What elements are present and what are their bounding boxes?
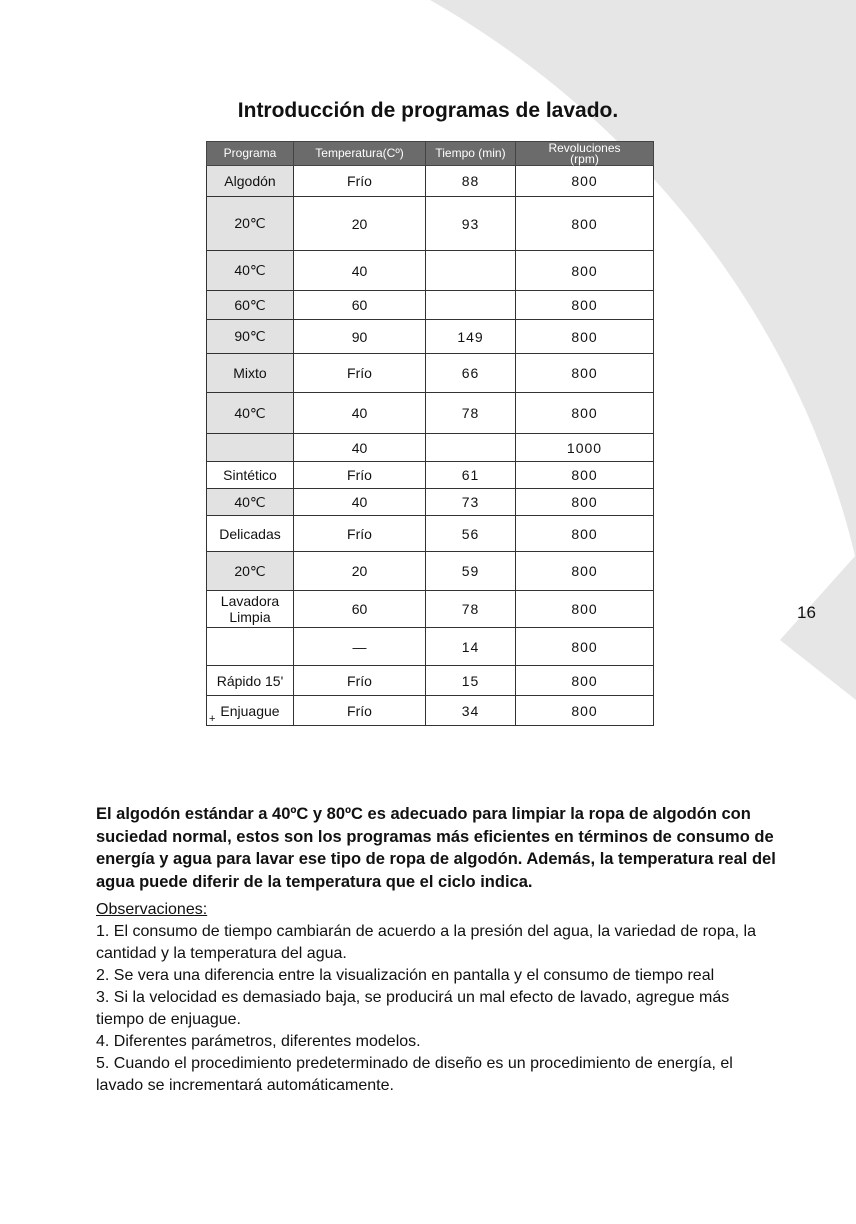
time-cell: 93 [426, 197, 516, 251]
header-program: Programa [207, 142, 294, 166]
temperature-cell: 60 [294, 291, 426, 320]
time-cell: 34 [426, 696, 516, 726]
program-label: Enjuague [220, 702, 280, 719]
revolutions-cell: 800 [516, 552, 654, 591]
table-header-row [207, 142, 654, 166]
program-cell: Delicadas [207, 516, 294, 552]
revolutions-cell: 800 [516, 628, 654, 666]
program-cell [207, 696, 294, 726]
header-rev-line1: Revoluciones [548, 140, 621, 155]
program-cell: 60℃ [207, 291, 294, 320]
header-rev-line2: (rpm) [570, 151, 599, 166]
temperature-cell: 40 [294, 251, 426, 291]
table-row [207, 696, 654, 726]
revolutions-cell: 800 [516, 197, 654, 251]
program-cell: 40℃ [207, 489, 294, 516]
table-row [207, 320, 654, 354]
revolutions-cell: 800 [516, 393, 654, 434]
revolutions-cell: 800 [516, 489, 654, 516]
table-row [207, 591, 654, 628]
time-cell [426, 434, 516, 462]
revolutions-cell: 800 [516, 462, 654, 489]
time-cell [426, 251, 516, 291]
table-row [207, 516, 654, 552]
revolutions-cell: 800 [516, 516, 654, 552]
time-cell: 61 [426, 462, 516, 489]
temperature-cell: 20 [294, 552, 426, 591]
page-title: Introducción de programas de lavado. [237, 99, 619, 122]
table-row [207, 197, 654, 251]
program-cell: Rápido 15' [207, 666, 294, 696]
time-cell: 66 [426, 354, 516, 393]
program-cell: 40℃ [207, 393, 294, 434]
program-cell: 20℃ [207, 197, 294, 251]
revolutions-cell: 800 [516, 696, 654, 726]
header-revolutions [516, 142, 654, 166]
revolutions-cell: 800 [516, 166, 654, 197]
table-row [207, 251, 654, 291]
note-item: 4. Diferentes parámetros, diferentes modelos. [96, 1033, 421, 1050]
note-item: 1. El consumo de tiempo cambiarán de acuerdo a la presión del agua, la variedad de ropa, la cantidad y la temperatura del agua. [96, 923, 756, 962]
program-cell: Algodón [207, 166, 294, 197]
temperature-cell: 20 [294, 197, 426, 251]
time-cell: 88 [426, 166, 516, 197]
header-time: Tiempo (min) [426, 142, 516, 166]
program-cell: Mixto [207, 354, 294, 393]
table-row [207, 489, 654, 516]
temperature-cell: Frío [294, 166, 426, 197]
program-cell: Sintético [207, 462, 294, 489]
revolutions-cell: 800 [516, 666, 654, 696]
table-row [207, 462, 654, 489]
revolutions-cell: 1000 [516, 434, 654, 462]
temperature-cell: Frío [294, 462, 426, 489]
table-row [207, 434, 654, 462]
plus-sign: + [209, 713, 216, 725]
notes-heading: Observaciones: [96, 901, 208, 918]
time-cell [426, 291, 516, 320]
table-row [207, 666, 654, 696]
temperature-cell: Frío [294, 666, 426, 696]
program-cell [207, 591, 294, 628]
page-number: 16 [797, 603, 816, 622]
table-row [207, 354, 654, 393]
summary-paragraph: El algodón estándar a 40ºC y 80ºC es adecuado para limpiar la ropa de algodón con suciedad normal, estos son los programas más eficientes en términos de consumo de energía y agua para lavar ese tipo de ropa de algodón. Además, la temperatura real del agua puede diferir de la temperatura que el ciclo indica. [96, 805, 776, 891]
time-cell: 56 [426, 516, 516, 552]
table-row [207, 393, 654, 434]
notes-section [96, 899, 776, 1097]
program-line1: Lavadora [220, 593, 280, 609]
note-item: 3. Si la velocidad es demasiado baja, se producirá un mal efecto de lavado, agregue más tiempo de enjuague. [96, 989, 730, 1028]
note-item: 2. Se vera una diferencia entre la visualización en pantalla y el consumo de tiempo real [96, 967, 715, 984]
header-temperature: Temperatura(Cº) [294, 142, 426, 166]
temperature-cell: Frío [294, 516, 426, 552]
time-cell: 78 [426, 591, 516, 628]
temperature-cell: 40 [294, 393, 426, 434]
revolutions-cell: 800 [516, 591, 654, 628]
program-cell: 40℃ [207, 251, 294, 291]
programs-table [206, 141, 654, 726]
program-cell: 20℃ [207, 552, 294, 591]
revolutions-cell: 800 [516, 291, 654, 320]
program-line2: Limpia [229, 609, 271, 625]
temperature-cell: 40 [294, 434, 426, 462]
revolutions-cell: 800 [516, 320, 654, 354]
temperature-cell: — [294, 628, 426, 666]
time-cell: 14 [426, 628, 516, 666]
table-row [207, 628, 654, 666]
revolutions-cell: 800 [516, 354, 654, 393]
program-cell: 90℃ [207, 320, 294, 354]
note-item: 5. Cuando el procedimiento predeterminado de diseño es un procedimiento de energía, el lavado se incrementará automáticamente. [96, 1055, 733, 1094]
table-row [207, 291, 654, 320]
temperature-cell: Frío [294, 696, 426, 726]
time-cell: 149 [426, 320, 516, 354]
table-row [207, 552, 654, 591]
temperature-cell: 40 [294, 489, 426, 516]
revolutions-cell: 800 [516, 251, 654, 291]
time-cell: 73 [426, 489, 516, 516]
time-cell: 59 [426, 552, 516, 591]
temperature-cell: 90 [294, 320, 426, 354]
program-cell [207, 628, 294, 666]
time-cell: 78 [426, 393, 516, 434]
time-cell: 15 [426, 666, 516, 696]
program-cell [207, 434, 294, 462]
table-row [207, 166, 654, 197]
temperature-cell: Frío [294, 354, 426, 393]
temperature-cell: 60 [294, 591, 426, 628]
